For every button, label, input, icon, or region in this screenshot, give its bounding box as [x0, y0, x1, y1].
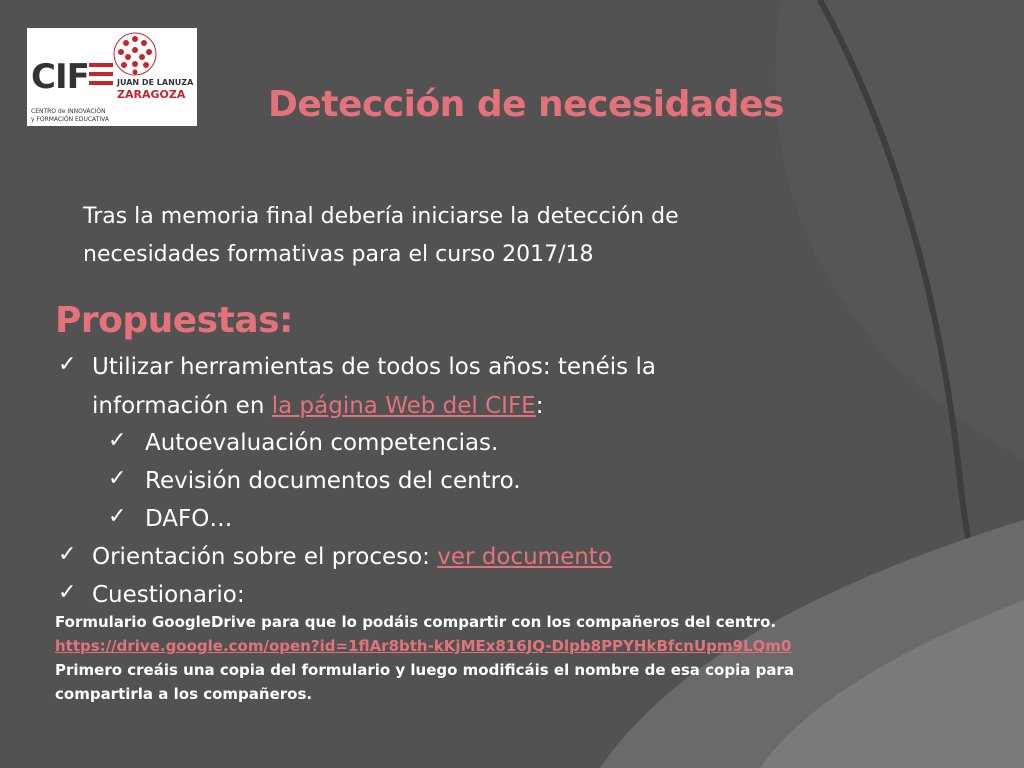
bullet-herramientas-line1: Utilizar herramientas de todos los años: tenéis la — [92, 354, 656, 380]
checkmark-icon: ✓ — [58, 542, 77, 567]
bullet-herramientas-line2 — [92, 387, 543, 425]
sub-bullet-autoevaluacion: Autoevaluación competencias. — [145, 430, 499, 456]
logo-sub-line1: CENTRO de INNOVACIÓN — [31, 108, 106, 115]
logo-name-line1: JUAN DE LANUZA — [117, 78, 194, 87]
cife-logo — [27, 28, 197, 126]
herramientas-post-text: : — [535, 393, 544, 419]
cife-web-link[interactable]: la página Web del CIFE — [271, 393, 536, 419]
intro-text — [83, 198, 913, 274]
footer-line1: Formulario GoogleDrive para que lo podáis compartir con los compañeros del centro. — [55, 613, 777, 631]
bullet-orientacion — [92, 538, 612, 576]
intro-line1: Tras la memoria final debería iniciarse la detección de — [83, 204, 679, 229]
sub-bullet-revision: Revisión documentos del centro. — [145, 468, 521, 494]
checkmark-icon: ✓ — [58, 352, 77, 377]
propuestas-heading: Propuestas: — [55, 300, 293, 341]
checkmark-icon: ✓ — [108, 504, 127, 529]
slide-title: Detección de necesidades — [268, 84, 784, 125]
bullet-cuestionario: Cuestionario: — [92, 582, 245, 608]
orientacion-text: Orientación sobre el proceso: — [92, 544, 438, 570]
checkmark-icon: ✓ — [108, 466, 127, 491]
herramientas-pre-text: información en — [92, 393, 272, 419]
checkmark-icon: ✓ — [58, 580, 77, 605]
sub-bullet-dafo: DAFO… — [145, 506, 233, 532]
globe-people-icon — [112, 31, 158, 77]
google-drive-link[interactable]: https://drive.google.com/open?id=1flAr8bth-kKjMEx816JQ-Dlpb8PPYHkBfcnUpm9LQm0 — [55, 637, 792, 655]
checkmark-icon: ✓ — [108, 428, 127, 453]
logo-brand-text: CIF — [31, 57, 89, 97]
footer-url-line — [55, 636, 791, 656]
footer-line3: Primero creáis una copia del formulario y luego modificáis el nombre de esa copia para — [55, 661, 794, 679]
footer-line4: compartirla a los compañeros. — [55, 685, 313, 703]
intro-line2: necesidades formativas para el curso 2017/18 — [83, 242, 594, 267]
logo-name-line2: ZARAGOZA — [117, 88, 186, 101]
logo-sub-line2: y FORMACIÓN EDUCATIVA — [31, 116, 109, 123]
logo-e-bars — [89, 63, 113, 95]
ver-documento-link[interactable]: ver documento — [437, 544, 612, 570]
